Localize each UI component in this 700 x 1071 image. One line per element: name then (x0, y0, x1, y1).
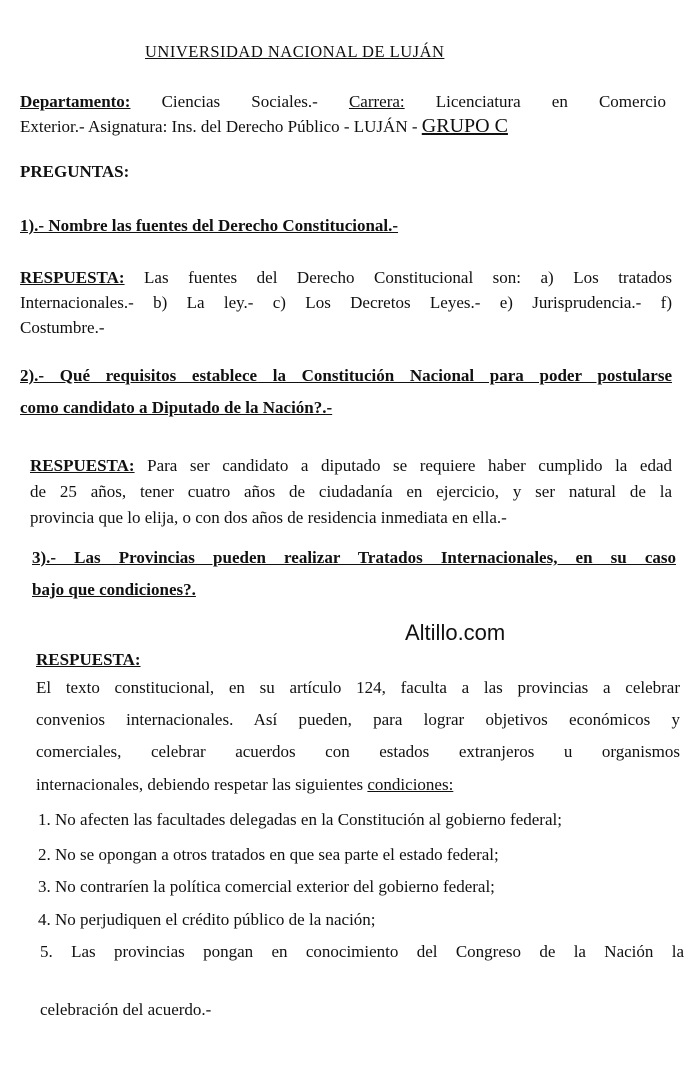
q2-question: 2).- Qué requisitos establece la Constitución Nacional para poder postularse (20, 366, 672, 385)
header-line-1 (20, 92, 666, 112)
q1-answer-text: Las fuentes del Derecho Constitucional son: a) Los tratados (144, 268, 673, 287)
grupo-label: GRUPO C (421, 115, 508, 137)
q3-answer-line: El texto constitucional, en su artículo 124, faculta a las provincias a celebrar (36, 678, 680, 697)
q2-answer-text: Para ser candidato a diputado se requiere haber cumplido la edad (147, 456, 672, 475)
condition-item: 2. No se opongan a otros tratados en que sea parte el estado federal; (38, 845, 499, 864)
condition-item: 3. No contraríen la política comercial exterior del gobierno federal; (38, 877, 495, 896)
q2-resp-label: RESPUESTA: (30, 456, 135, 475)
header-line-2 (20, 116, 672, 137)
condition-item: celebración del acuerdo.- (40, 1000, 212, 1019)
header-line-2-text: Exterior.- Asignatura: Ins. del Derecho Público - LUJÁN - (20, 117, 418, 136)
q3-answer-line: convenios internacionales. Así pueden, para lograr objetivos económicos y (36, 710, 680, 729)
q1-answer-line (20, 268, 672, 288)
dept-label: Departamento: (20, 92, 131, 111)
q2-answer-line (30, 456, 672, 476)
dept-value: Ciencias Sociales.- (161, 92, 318, 111)
q3-resp-label: RESPUESTA: (36, 650, 141, 669)
q3-answer-line: comerciales, celebrar acuerdos con estados extranjeros u organismos (36, 742, 680, 761)
condition-item: 4. No perjudiquen el crédito público de la nación; (38, 910, 376, 929)
q1-answer-line: Internacionales.- b) La ley.- c) Los Decretos Leyes.- e) Jurisprudencia.- f) (20, 293, 672, 312)
carrera-value: Licenciatura en Comercio (435, 92, 667, 111)
carrera-label: Carrera: (348, 92, 405, 111)
document-title: UNIVERSIDAD NACIONAL DE LUJÁN (145, 42, 445, 61)
q2-answer-line: provincia que lo elija, o con dos años de residencia inmediata en ella.- (30, 508, 507, 527)
q1-answer-line: Costumbre.- (20, 318, 105, 337)
preguntas-heading: PREGUNTAS: (20, 162, 130, 181)
watermark: Altillo.com (405, 620, 506, 645)
q3-question: bajo que condiciones?. (32, 580, 196, 599)
condition-item: 5. Las provincias pongan en conocimiento del Congreso de la Nación la (40, 942, 684, 961)
q2-answer-line: de 25 años, tener cuatro años de ciudadanía en ejercicio, y ser natural de la (30, 482, 672, 501)
q1-question: 1).- Nombre las fuentes del Derecho Constitucional.- (20, 216, 399, 235)
q2-question: como candidato a Diputado de la Nación?.- (20, 398, 333, 417)
q3-question: 3).- Las Provincias pueden realizar Tratados Internacionales, en su caso (32, 548, 676, 567)
q3-answer-line (36, 775, 672, 795)
condiciones-word: condiciones: (367, 775, 454, 794)
condition-item: 1. No afecten las facultades delegadas en la Constitución al gobierno federal; (38, 810, 562, 829)
q3-answer-text: internacionales, debiendo respetar las siguientes (36, 775, 364, 794)
q1-resp-label: RESPUESTA: (20, 268, 125, 287)
